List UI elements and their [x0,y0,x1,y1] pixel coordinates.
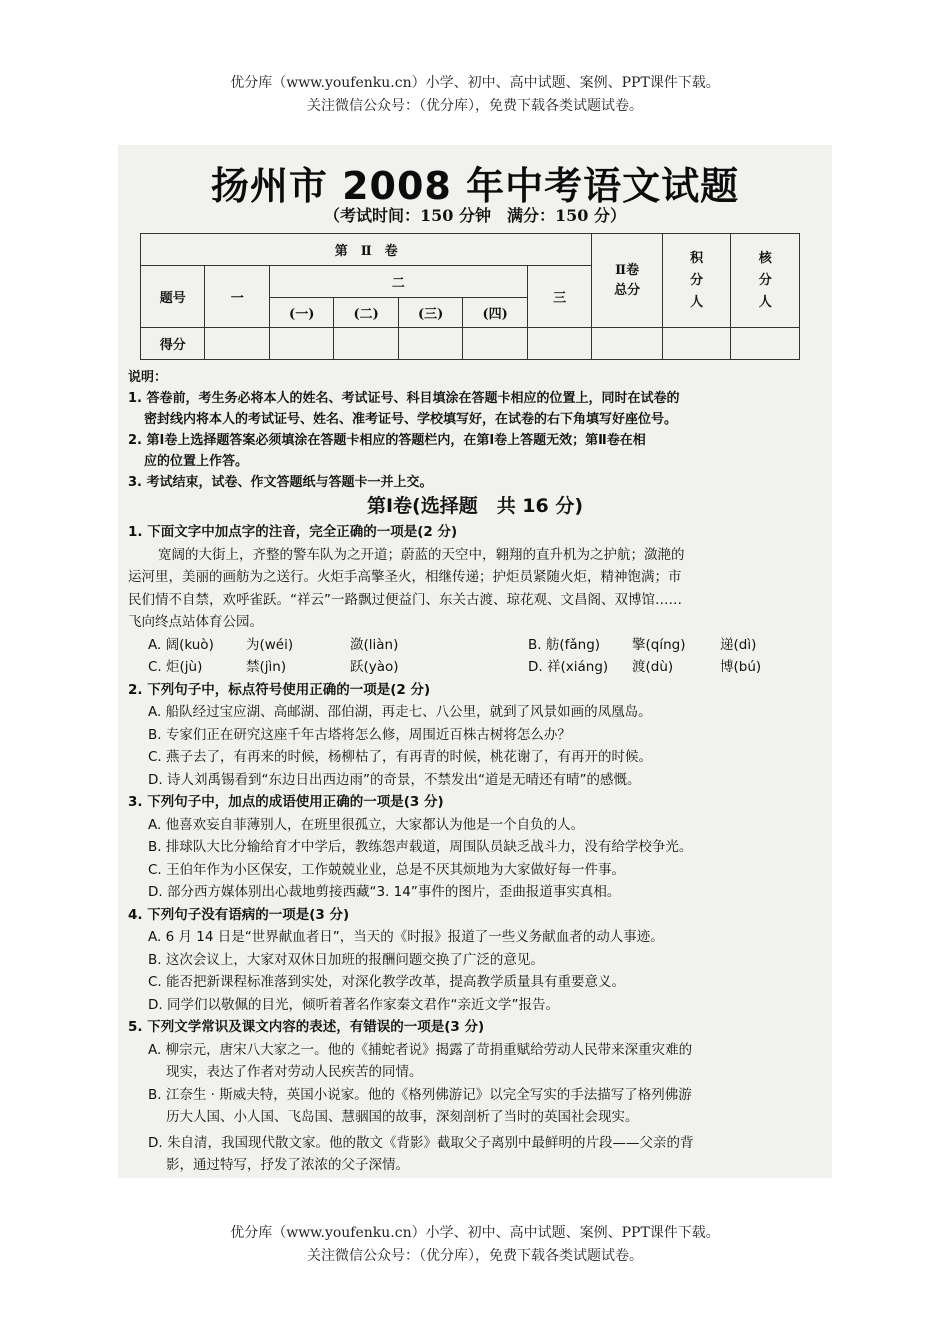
header-line-1: 优分库（www.youfenku.cn）小学、初中、高中试题、案例、PPT课件下载。 [230,75,720,91]
score-cell [334,328,398,360]
q5-option-b-line2: 历大人国、小人国、飞岛国、慧骃国的故事，深刻剖析了当时的英国社会现实。 [166,1109,639,1125]
instruction-2b: 应的位置上作答。 [144,454,249,469]
score-cell [398,328,462,360]
q1-option-c1: C. 炬(jù) [148,659,203,675]
q4-option-d: D. 同学们以敬佩的目光，倾听着著名作家秦文君作“亲近文学”报告。 [148,996,559,1013]
part-three-header: 三 [527,266,591,328]
score-cell [269,328,333,360]
question-2-stem: 2. 下列句子中，标点符号使用正确的一项是(2 分) [128,681,431,698]
instructions [128,367,822,519]
q4-option-a: A. 6 月 14 日是“世界献血者日”，当天的《时报》报道了一些义务献血者的动人事迹。 [148,929,664,945]
question-5-stem: 5. 下列文学常识及课文内容的表述，有错误的一项是(3 分) [128,1019,485,1035]
q3-option-c: C. 王伯年作为小区保安，工作兢兢业业，总是不厌其烦地为大家做好每一件事。 [148,861,626,878]
score-cell [592,328,663,360]
sub-header-2: (二) [334,298,398,328]
q1-option-d3: 博(bú) [720,659,762,675]
instruction-3: 3. 考试结束，试卷、作文答题纸与答题卡一并上交。 [128,475,433,490]
q1-option-b3: 递(dì) [720,636,757,653]
page-header [0,72,950,118]
footer-line-1: 优分库（www.youfenku.cn）小学、初中、高中试题、案例、PPT课件下载。 [230,1225,720,1241]
total-score-header [592,234,663,328]
q1-options-row-1 [128,634,822,657]
score-table [140,233,800,360]
volume-header: 第 Ⅱ 卷 [141,234,592,266]
q1-option-a1: A. 阔(kuò) [148,636,214,653]
tihao-header: 题号 [141,266,205,328]
q2-option-a: A. 船队经过宝应湖、高邮湖、邵伯湖，再走七、八公里，就到了风景如画的凤凰岛。 [148,704,652,720]
score-cell [205,328,269,360]
score-cell [527,328,591,360]
question-1-stem: 1. 下面文字中加点字的注音，完全正确的一项是(2 分) [128,524,458,540]
q1-option-d1: D. 祥(xiáng) [528,659,609,675]
q1-option-a3: 潋(liàn) [350,636,399,653]
q1-passage-3: 民们情不自禁，欢呼雀跃。“祥云”一路飘过便益门、东关古渡、琼花观、文昌阁、双博馆…… [128,591,682,608]
score-cell [463,328,527,360]
q1-option-b1: B. 舫(fǎng) [528,636,601,653]
q4-option-c: C. 能否把新课程标准落到实处，对深化教学改革，提高教学质量具有重要意义。 [148,974,626,990]
q3-option-a: A. 他喜欢妄自菲薄别人，在班里很孤立，大家都认为他是一个自负的人。 [148,816,585,833]
instruction-2a: 2. 第Ⅰ卷上选择题答案必须填涂在答题卡相应的答题栏内，在第Ⅰ卷上答题无效；第Ⅱ卷在相 [128,433,646,448]
sub-header-1: (一) [269,298,333,328]
q1-passage-2: 运河里，美丽的画舫为之送行。火炬手高擎圣火，相继传递；护炬员紧随火炬，精神饱满；市 [128,569,682,585]
q2-option-b: B. 专家们正在研究这座千年古塔将怎么修，周围近百株古树将怎么办？ [148,726,571,743]
q1-option-c3: 跃(yào) [350,659,399,675]
part-two-header: 二 [269,266,527,298]
exam-subtitle: （考试时间：150 分钟 满分：150 分） [324,206,626,225]
questions [128,521,822,1177]
jifen-header [662,234,731,328]
q5-option-a-line1: A. 柳宗元，唐宋八大家之一。他的《捕蛇者说》揭露了苛捐重赋给劳动人民带来深重灾难的 [148,1041,693,1058]
q1-options-row-2 [128,656,822,679]
q1-passage-1: 宽阔的大街上，齐整的警车队为之开道；蔚蓝的天空中，翱翔的直升机为之护航；潋滟的 [158,546,685,563]
sub-header-3: (三) [398,298,462,328]
q1-option-b2: 擎(qíng) [632,636,686,653]
jifen-label: 积分人 [690,250,704,310]
q3-option-d: D. 部分西方媒体别出心裁地剪接西藏“3. 14”事件的图片，歪曲报道事实真相。 [148,884,621,900]
page-footer [0,1222,950,1268]
hefen-label: 核分人 [758,250,772,310]
q1-option-c2: 禁(jìn) [246,659,287,675]
q5-option-d-line1: D. 朱自清，我国现代散文家。他的散文《背影》截取父子离别中最鲜明的片段——父亲的背 [148,1134,694,1151]
q1-option-a2: 为(wéi) [246,636,294,653]
q5-option-a-line2: 现实，表达了作者对劳动人民疾苦的同情。 [166,1064,423,1080]
scanned-exam-page [118,145,832,1178]
footer-line-2: 关注微信公众号：（优分库），免费下载各类试题试卷。 [307,1248,643,1264]
section-one-heading: 第Ⅰ卷(选择题 共 16 分) [366,495,584,517]
part-one-header: 一 [205,266,269,328]
q5-option-d-line2: 影，通过特写，抒发了浓浓的父子深情。 [166,1157,409,1173]
q5-option-b-line1: B. 江奈生 · 斯威夫特，英国小说家。他的《格列佛游记》以完全写实的手法描写了格列佛游 [148,1086,692,1103]
score-cell [662,328,731,360]
header-line-2: 关注微信公众号：（优分库），免费下载各类试题试卷。 [307,98,643,114]
q2-option-d: D. 诗人刘禹锡看到“东边日出西边雨”的奇景，不禁发出“道是无晴还有晴”的感慨。 [148,771,641,788]
q3-option-b: B. 排球队大比分输给育才中学后，教练怨声载道，周围队员缺乏战斗力，没有给学校争光。 [148,839,693,855]
exam-title: 扬州市 2008 年中考语文试题 [210,164,740,208]
sub-header-4: (四) [463,298,527,328]
instruction-1a: 1. 答卷前，考生务必将本人的姓名、考试证号、科目填涂在答题卡相应的位置上，同时在试卷的 [128,391,680,406]
question-4-stem: 4. 下列句子没有语病的一项是(3 分) [128,906,350,923]
instruction-1b: 密封线内将本人的考试证号、姓名、准考证号、学校填写好，在试卷的右下角填写好座位号。 [144,412,678,427]
defen-label: 得分 [141,328,205,360]
q2-option-c: C. 燕子去了，有再来的时候，杨柳枯了，有再青的时候，桃花谢了，有再开的时候。 [148,749,653,765]
question-3-stem: 3. 下列句子中，加点的成语使用正确的一项是(3 分) [128,794,444,810]
score-cell [731,328,800,360]
q4-option-b: B. 这次会议上，大家对双休日加班的报酬问题交换了广泛的意见。 [148,951,544,968]
q1-passage-4: 飞向终点站体育公园。 [128,614,263,630]
q1-option-d2: 渡(dù) [632,659,674,675]
hefen-header [731,234,800,328]
total-label: Ⅱ卷总分 [614,262,641,298]
instructions-heading: 说明： [128,370,168,385]
